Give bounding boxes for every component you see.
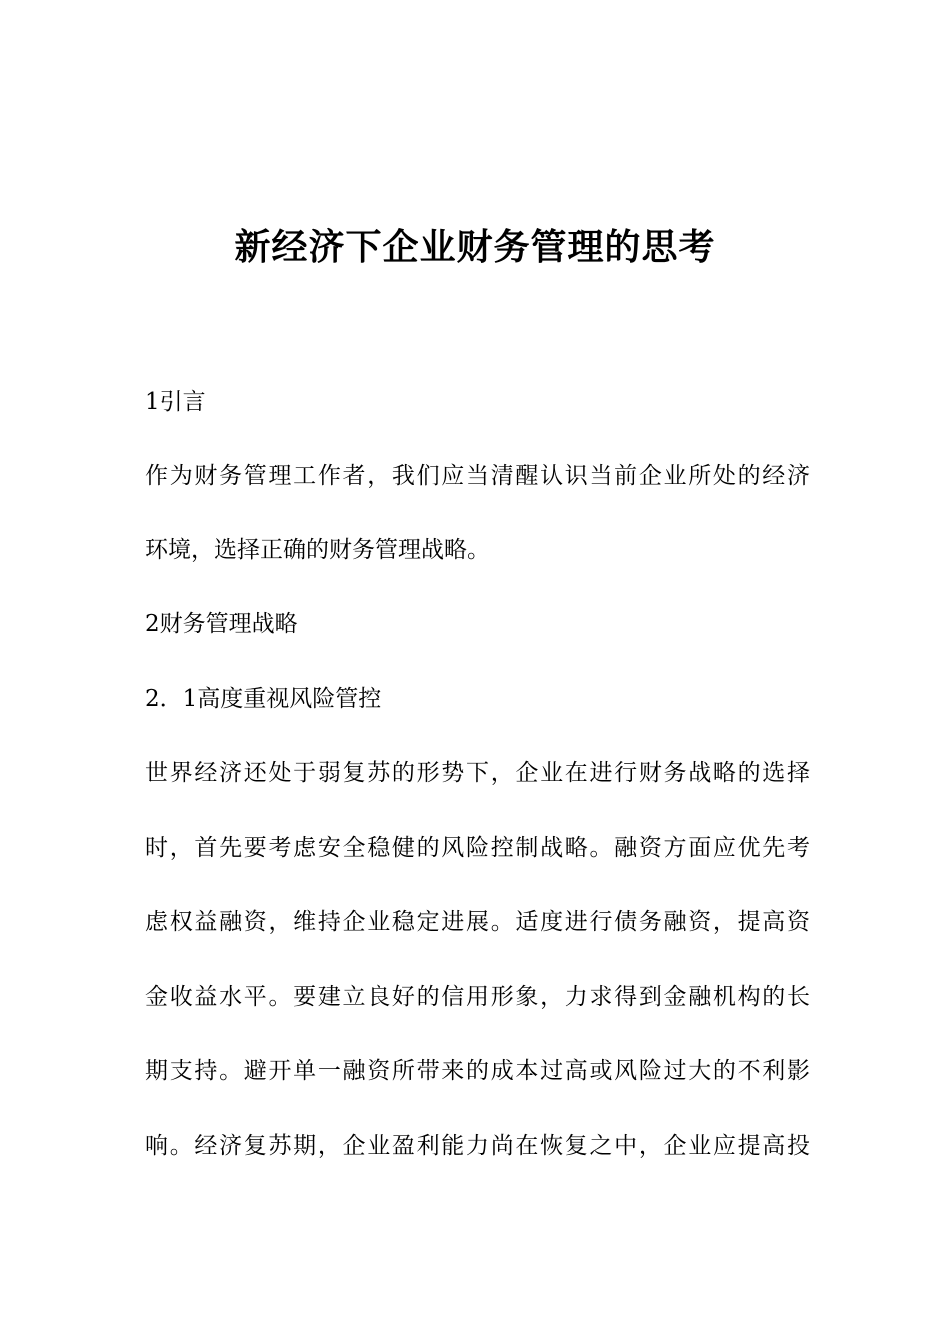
subheading-risk-control: 2．1高度重视风险管控 xyxy=(145,686,382,712)
paragraph-line: 期支持。避开单一融资所带来的成本过高或风险过大的不利影 xyxy=(145,1058,810,1084)
paragraph-line: 金收益水平。要建立良好的信用形象，力求得到金融机构的长 xyxy=(145,984,810,1010)
paragraph-line: 作为财务管理工作者，我们应当清醒认识当前企业所处的经济 xyxy=(145,463,810,489)
document-title: 新经济下企业财务管理的思考 xyxy=(234,227,716,268)
paragraph-line: 时，首先要考虑安全稳健的风险控制战略。融资方面应优先考 xyxy=(145,835,810,861)
paragraph-line: 响。经济复苏期，企业盈利能力尚在恢复之中，企业应提高投 xyxy=(145,1133,810,1159)
paragraph-line: 环境，选择正确的财务管理战略。 xyxy=(145,537,490,563)
paragraph-line: 世界经济还处于弱复苏的形势下，企业在进行财务战略的选择 xyxy=(145,760,810,786)
heading-financial-strategy: 2财务管理战略 xyxy=(145,611,298,637)
paragraph-line: 虑权益融资，维持企业稳定进展。适度进行债务融资，提高资 xyxy=(145,909,810,935)
heading-introduction: 1引言 xyxy=(145,389,206,415)
